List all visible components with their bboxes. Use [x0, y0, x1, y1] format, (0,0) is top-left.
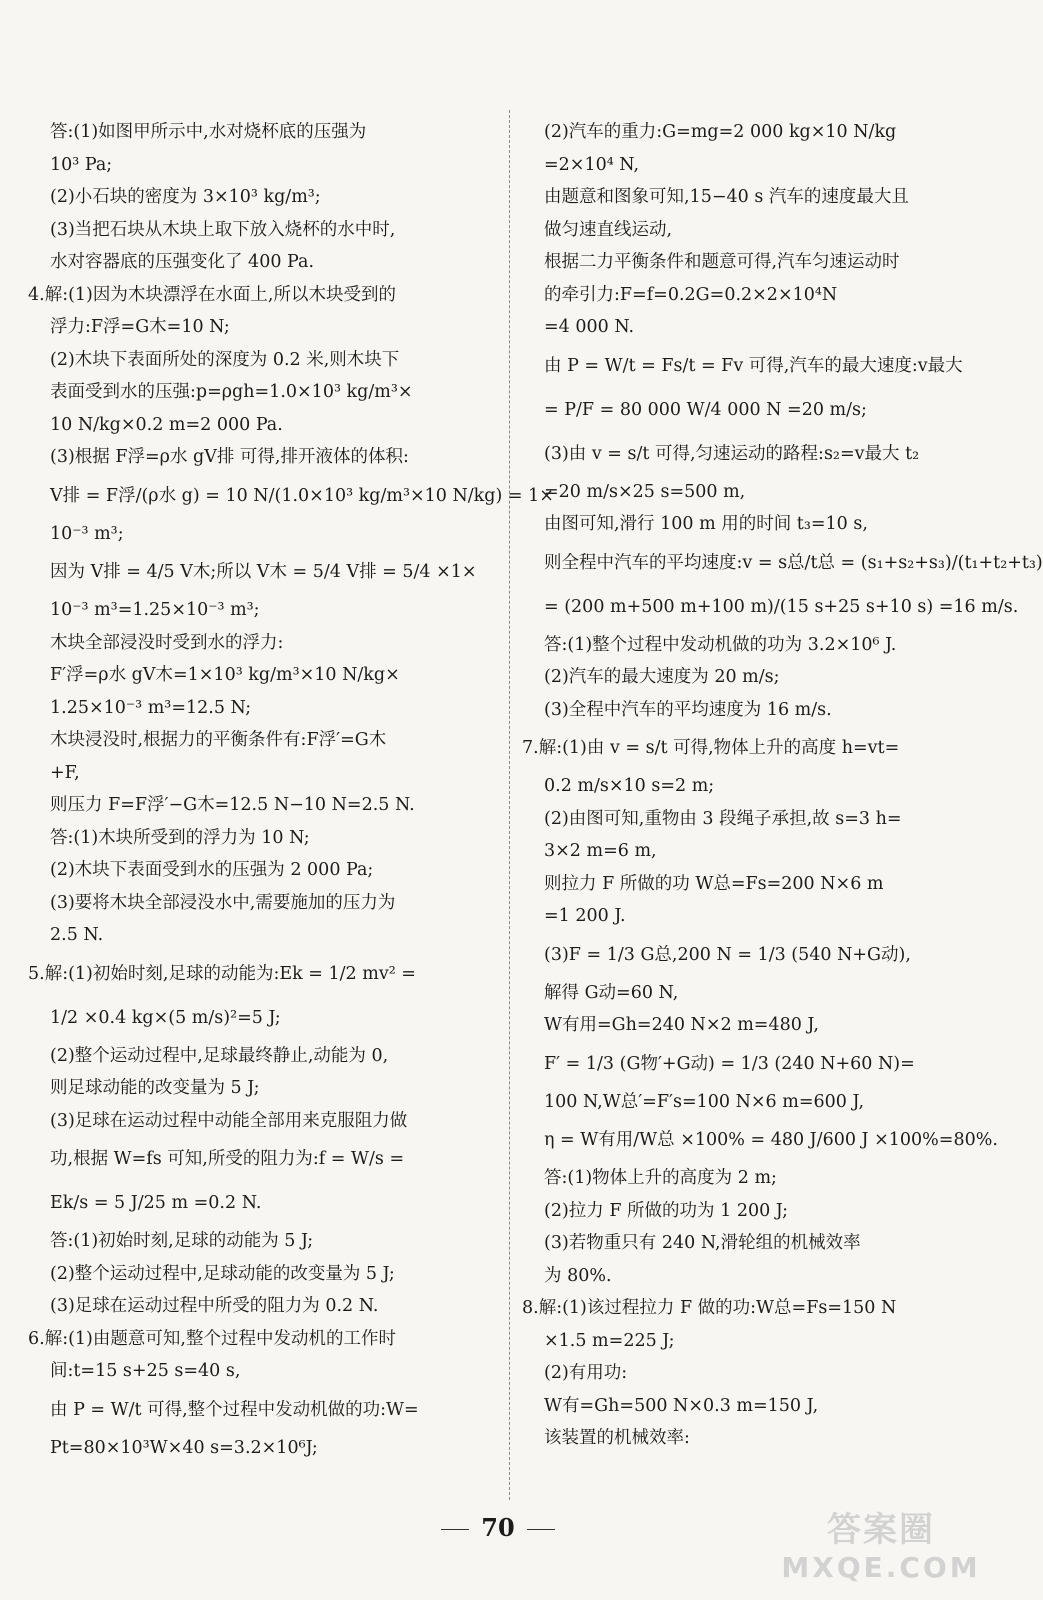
formula-line: 则全程中汽车的平均速度:v = s总/t总 = (s₁+s₂+s₃)/(t₁+t₂+t₃)	[544, 552, 1043, 573]
formula-line: 由 P = W/t 可得,整个过程中发动机做的功:W=	[50, 1399, 419, 1420]
text-line: (2)汽车的重力:G=mg=2 000 kg×10 N/kg	[544, 122, 897, 142]
text-line: 表面受到水的压强:p=ρgh=1.0×10³ kg/m³×	[50, 382, 413, 402]
text-line: 10⁻³ m³=1.25×10⁻³ m³;	[50, 600, 260, 620]
text-line: (2)汽车的最大速度为 20 m/s;	[544, 667, 780, 687]
watermark-logo-bottom: MXQE.COM	[781, 1551, 981, 1584]
text-line: 间:t=15 s+25 s=40 s,	[50, 1361, 241, 1381]
text-line: 则压力 F=F浮′−G木=12.5 N−10 N=2.5 N.	[50, 795, 415, 815]
formula-line: 1/2 ×0.4 kg×(5 m/s)²=5 J;	[50, 1007, 281, 1028]
problem-4-start: 4.解:(1)因为木块漂浮在水面上,所以木块受到的	[28, 284, 396, 305]
text-line: (2)小石块的密度为 3×10³ kg/m³;	[50, 187, 321, 207]
text-line: 10⁻³ m³;	[50, 523, 124, 544]
problem-5-start: 5.解:(1)初始时刻,足球的动能为:Ek = 1/2 mv² =	[28, 963, 416, 984]
problem-6-start: 6.解:(1)由题意可知,整个过程中发动机的工作时	[28, 1328, 396, 1349]
text-line: Pt=80×10³W×40 s=3.2×10⁶J;	[50, 1437, 318, 1458]
right-column	[522, 116, 1043, 1455]
formula-line: V排 = F浮/(ρ水 g) = 10 N/(1.0×10³ kg/m³×10 N/kg) = 1×	[50, 485, 554, 506]
text-line: +F,	[50, 762, 80, 783]
text-line: 答:(1)木块所受到的浮力为 10 N;	[50, 827, 310, 848]
text-line: =20 m/s×25 s=500 m,	[544, 481, 746, 502]
text-line: 1.25×10⁻³ m³=12.5 N;	[50, 697, 252, 718]
formula-line: η = W有用/W总 ×100% = 480 J/600 J ×100%=80%.	[544, 1130, 998, 1150]
text-line: (3)全程中汽车的平均速度为 16 m/s.	[544, 699, 832, 720]
text-line: 答:(1)物体上升的高度为 2 m;	[544, 1168, 777, 1188]
text-line: 水对容器底的压强变化了 400 Pa.	[50, 252, 315, 272]
formula-line: Ek/s = 5 J/25 m =0.2 N.	[50, 1193, 262, 1213]
text-line: 为 80%.	[544, 1265, 612, 1286]
formula-line: 因为 V排 = 4/5 V木;所以 V木 = 5/4 V排 = 5/4 ×1×	[50, 562, 477, 582]
text-line: (2)木块下表面受到水的压强为 2 000 Pa;	[50, 860, 374, 880]
text-line: 100 N,W总′=F′s=100 N×6 m=600 J,	[544, 1091, 865, 1112]
text-line: 由图可知,滑行 100 m 用的时间 t₃=10 s,	[544, 514, 868, 534]
text-line: (2)拉力 F 所做的功为 1 200 J;	[544, 1200, 788, 1221]
text-line: (2)整个运动过程中,足球最终静止,动能为 0,	[50, 1045, 389, 1066]
text-line: 该装置的机械效率:	[544, 1428, 690, 1448]
text-line: 答:(1)初始时刻,足球的动能为 5 J;	[50, 1231, 314, 1251]
text-line: W有=Gh=500 N×0.3 m=150 J,	[544, 1395, 819, 1416]
text-line: F′浮=ρ水 gV木=1×10³ kg/m³×10 N/kg×	[50, 665, 400, 685]
text-line: 答:(1)整个过程中发动机做的功为 3.2×10⁶ J.	[544, 634, 897, 655]
text-line: (2)由图可知,重物由 3 段绳子承担,故 s=3 h=	[544, 808, 902, 829]
text-line: 解得 G动=60 N,	[544, 982, 679, 1003]
text-line: (3)足球在运动过程中所受的阻力为 0.2 N.	[50, 1296, 379, 1316]
page-number: 70	[0, 1513, 996, 1542]
text-line: (2)木块下表面所处的深度为 0.2 米,则木块下	[50, 349, 400, 370]
text-line: 由题意和图象可知,15−40 s 汽车的速度最大且	[544, 187, 909, 207]
text-line: (2)有用功:	[544, 1363, 628, 1383]
formula-line: 功,根据 W=fs 可知,所受的阻力为:f = W/s =	[50, 1149, 405, 1169]
text-line: 木块全部浸没时受到水的浮力:	[50, 632, 284, 653]
text-line: 10³ Pa;	[50, 154, 113, 175]
formula-line: = P/F = 80 000 W/4 000 N =20 m/s;	[544, 399, 867, 420]
formula-line: F′ = 1/3 (G物′+G动) = 1/3 (240 N+60 N)=	[544, 1053, 915, 1074]
text-line: =2×10⁴ N,	[544, 154, 640, 175]
text-line: 木块浸没时,根据力的平衡条件有:F浮′=G木	[50, 730, 387, 750]
watermark-logo-top: 答案圈	[827, 1510, 935, 1550]
problem-7-start: 7.解:(1)由 v = s/t 可得,物体上升的高度 h=vt=	[522, 738, 900, 758]
text-line: W有用=Gh=240 N×2 m=480 J,	[544, 1015, 819, 1035]
text-line: 根据二力平衡条件和题意可得,汽车匀速运动时	[544, 252, 900, 272]
formula-line: (3)由 v = s/t 可得,匀速运动的路程:s₂=v最大 t₂	[544, 443, 920, 464]
formula-line: (3)F = 1/3 G总,200 N = 1/3 (540 N+G动),	[544, 944, 911, 965]
text-line: ×1.5 m=225 J;	[544, 1330, 675, 1351]
text-line: 答:(1)如图甲所示中,水对烧杯底的压强为	[50, 122, 367, 142]
text-line: 做匀速直线运动,	[544, 219, 673, 240]
text-line: (2)整个运动过程中,足球动能的改变量为 5 J;	[50, 1263, 395, 1284]
problem-8-start: 8.解:(1)该过程拉力 F 做的功:W总=Fs=150 N	[522, 1298, 897, 1318]
text-line: =4 000 N.	[544, 317, 635, 337]
text-line: 2.5 N.	[50, 925, 104, 945]
formula-line: 由 P = W/t = Fs/t = Fv 可得,汽车的最大速度:v最大	[544, 355, 963, 376]
text-line: 则足球动能的改变量为 5 J;	[50, 1078, 260, 1098]
text-line: (3)当把石块从木块上取下放入烧杯的水中时,	[50, 219, 396, 240]
text-line: (3)若物重只有 240 N,滑轮组的机械效率	[544, 1233, 861, 1253]
left-column	[28, 116, 554, 1464]
text-line: 的牵引力:F=f=0.2G=0.2×2×10⁴N	[544, 284, 838, 305]
text-line: (3)要将木块全部浸没水中,需要施加的压力为	[50, 892, 396, 913]
text-line: =1 200 J.	[544, 906, 626, 926]
watermark-logo	[776, 1502, 986, 1592]
formula-line: = (200 m+500 m+100 m)/(15 s+25 s+10 s) =16 m/s.	[544, 596, 1019, 617]
text-line: (3)足球在运动过程中动能全部用来克服阻力做	[50, 1110, 408, 1131]
text-line: 则拉力 F 所做的功 W总=Fs=200 N×6 m	[544, 873, 884, 894]
text-line: (3)根据 F浮=ρ水 gV排 可得,排开液体的体积:	[50, 447, 409, 467]
text-line: 10 N/kg×0.2 m=2 000 Pa.	[50, 414, 283, 435]
text-line: 浮力:F浮=G木=10 N;	[50, 317, 230, 337]
text-line: 0.2 m/s×10 s=2 m;	[544, 776, 715, 796]
text-line: 3×2 m=6 m,	[544, 841, 657, 861]
column-divider	[509, 110, 510, 1500]
